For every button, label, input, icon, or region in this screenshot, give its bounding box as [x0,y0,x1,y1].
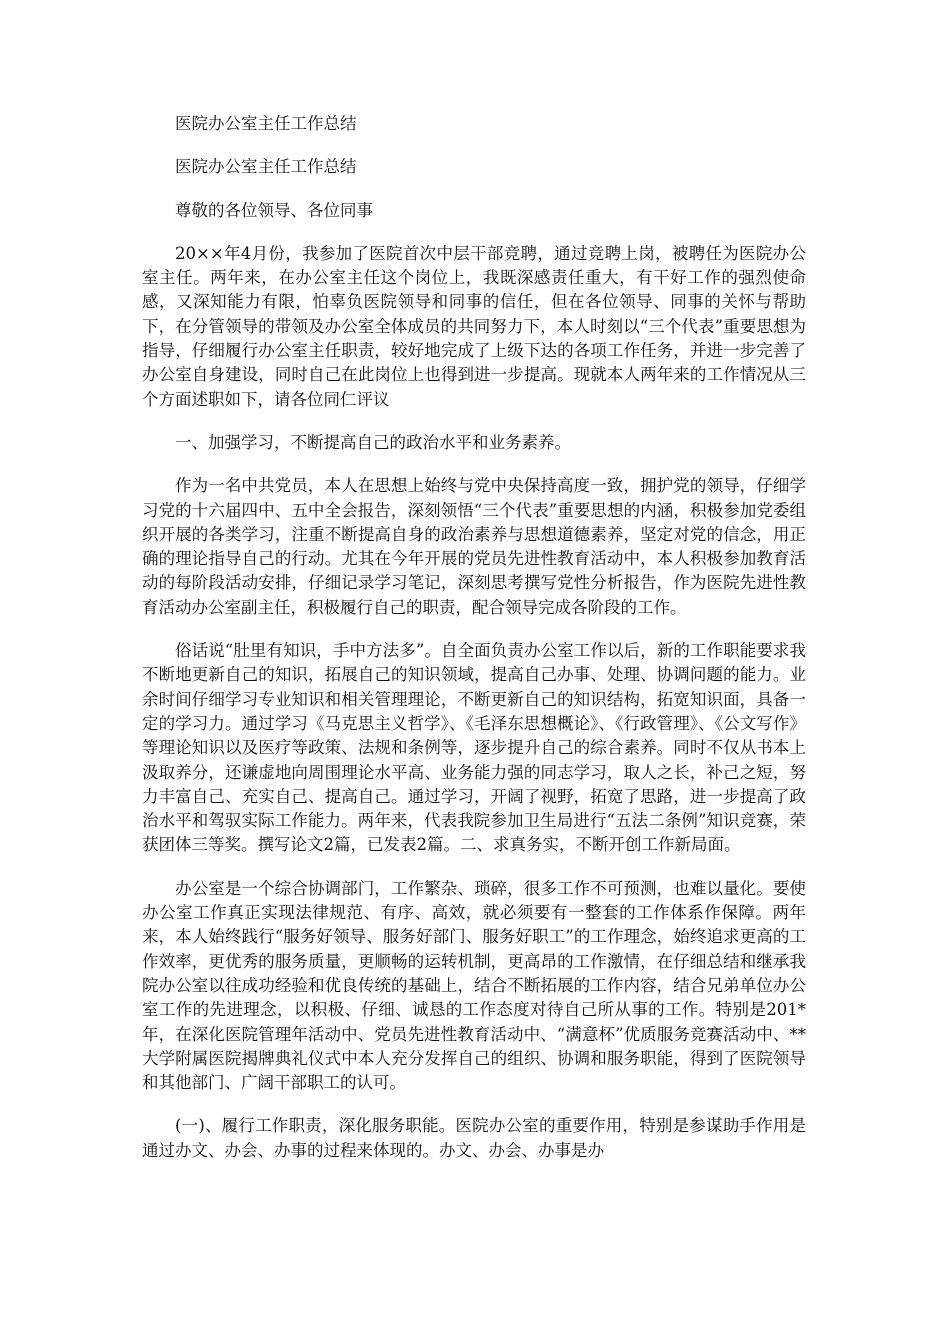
document-subtitle: 医院办公室主任工作总结 [175,157,357,177]
body-paragraph-learning: 俗话说“肚里有知识，手中方法多”。自全面负责办公室工作以后，新的工作职能要求我不断地更新自己的知识，拓展自己的知识领域，提高自己办事、处理、协调问题的能力。业余时间仔细学习专业知识和相关管理理论，不断更新自己的知识结构，拓宽知识面，具备一定的学习力。通过学习《马克思主义哲学》、《毛泽东思想概论》、《行政管理》、《公文写作》等理论知识以及医疗等政策、法规和条例等，逐步提升自己的综合素养。同时不仅从书本上汲取养分，还谦虚地向周围理论水平高、业务能力强的同志学习，取人之长，补己之短，努力丰富自己、充实自己、提高自己。通过学习，开阔了视野，拓宽了思路，进一步提高了政治水平和驾驭实际工作能力。两年来，代表我院参加卫生局进行“五法二条例”知识竞赛，荣获团体三等奖。撰写论文2篇，已发表2篇。二、求真务实，不断开创工作新局面。 [142,641,806,855]
body-paragraph-duties: (一)、履行工作职责，深化服务职能。医院办公室的重要作用，特别是参谋助手作用是通过办文、办会、办事的过程来体现的。办文、办会、办事是办 [142,1116,806,1160]
salutation: 尊敬的各位领导、各位同事 [175,200,373,220]
body-paragraph-office: 办公室是一个综合协调部门，工作繁杂、琐碎，很多工作不可预测，也难以量化。要使办公室工作真正实现法律规范、有序、高效，就必须要有一整套的工作体系作保障。两年来，本人始终践行“服务好领导、服务好部门、服务好职工”的工作理念，始终追求更高的工作效率，更优秀的服务质量，更顺畅的运转机制，更高昂的工作激情，在仔细总结和继承我院办公室以往成功经验和优良传统的基础上，结合不断拓展的工作内容，结合兄弟单位办公室工作的先进理念，以积极、仔细、诚恳的工作态度对待自己所从事的工作。特别是201*年，在深化医院管理年活动中、党员先进性教育活动中、“满意杯”优质服务竞赛活动中、**大学附属医院揭牌典礼仪式中本人充分发挥自己的组织、协调和服务职能，得到了医院领导和其他部门、广阔干部职工的认可。 [142,878,806,1093]
section-heading-1: 一、加强学习，不断提高自己的政治水平和业务素养。 [175,432,571,452]
document-title: 医院办公室主任工作总结 [175,114,357,133]
document-body [142,112,806,1177]
body-paragraph-political: 作为一名中共党员，本人在思想上始终与党中央保持高度一致，拥护党的领导，仔细学习党的十六届四中、五中全会报告，深刻领悟“三个代表”重要思想的内涵，积极参加党委组织开展的各类学习，注重不断提高自身的政治素养与思想道德素养，坚定对党的信念，用正确的理论指导自己的行动。尤其在今年开展的党员先进性教育活动中，本人积极参加教育活动的每阶段活动安排，仔细记录学习笔记，深刻思考撰写党性分析报告，作为医院先进性教育活动办公室副主任，积极履行自己的职责，配合领导完成各阶段的工作。 [142,476,806,617]
intro-paragraph: 20××年4月份，我参加了医院首次中层干部竞聘，通过竞聘上岗，被聘任为医院办公室主任。两年来，在办公室主任这个岗位上，我既深感责任重大，有干好工作的强烈使命感，又深知能力有限，怕辜负医院领导和同事的信任，但在各位领导、同事的关怀与帮助下，在分管领导的带领及办公室全体成员的共同努力下，本人时刻以“三个代表”重要思想为指导，仔细履行办公室主任职责，较好地完成了上级下达的各项工作任务，并进一步完善了办公室自身建设，同时自己在此岗位上也得到进一步提高。现就本人两年来的工作情况从三个方面述职如下，请各位同仁评议 [142,243,806,409]
